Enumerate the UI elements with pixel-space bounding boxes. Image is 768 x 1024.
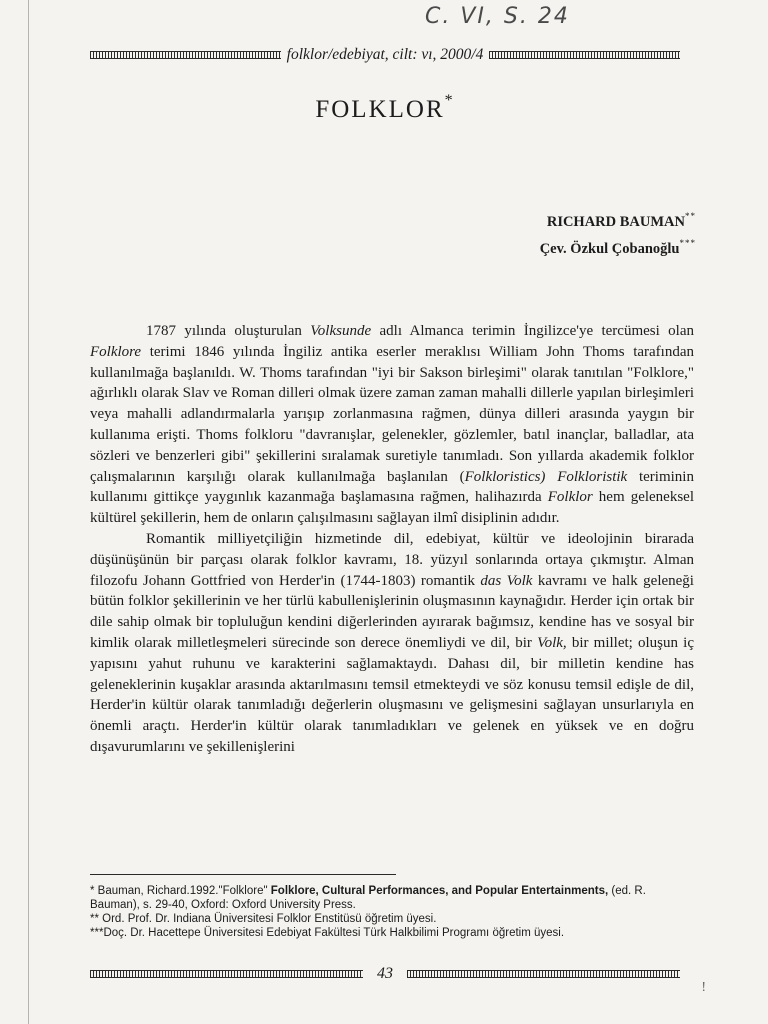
stray-mark: !: [701, 980, 706, 995]
footnote-1-book-title: Folklore, Cultural Performances, and Popular Entertainments,: [270, 885, 609, 897]
p1-italic-folkloristik: Folkloristics) Folkloristik: [464, 468, 628, 485]
author-footnote-mark: **: [685, 211, 696, 221]
p1-text-2: adlı Almanca terimin İngilizce'ye tercümesi olan: [371, 323, 694, 339]
p2-text-2: kavramı ve halk geleneği bütün folklor şekillerinin ve her türlü kabullenişlerinin oluşmasının kaynağıdır. Herder için ortak bir dile sahip olmak bir topluluğun kendini diğerlerinden ayırarak bağımsız, kendine has ve sosyal bir kimlik olarak milletleşmeleri sürecinde son derece önemliydi ve dil, bir: [90, 572, 694, 651]
p2-italic-das-volk: das Volk: [480, 572, 533, 589]
article-body: [90, 321, 694, 758]
p1-italic-volksunde: Volksunde: [310, 323, 372, 339]
translator-name: Çev. Özkul Çobanoğlu: [539, 241, 680, 257]
footnotes: [90, 884, 694, 940]
footnote-2: [90, 912, 694, 926]
footnote-2-mark: **: [90, 913, 99, 925]
footnote-1-mark: *: [90, 885, 95, 897]
footnote-1: [90, 884, 694, 912]
footnote-1-text: Bauman, Richard.1992."Folklore": [94, 885, 271, 897]
p1-italic-folklore: Folklore: [90, 343, 142, 360]
p1-text-1: 1787 yılında oluşturulan: [146, 323, 311, 339]
handwritten-note: C. VI, S. 24: [425, 4, 570, 29]
author-line: [540, 206, 696, 233]
footnote-separator: [90, 874, 396, 875]
p2-italic-volk: Volk,: [537, 634, 567, 651]
footer-ornament-right: [407, 970, 680, 978]
translator-line: [540, 233, 696, 260]
p1-italic-folklor: Folklor: [547, 489, 593, 506]
left-margin-rule: [28, 0, 29, 1024]
p1-text-5: hem geleneksel kültürel şekillerin, hem de onların çalışılmasını sağlayan ilmî disiplinin adıdır.: [90, 489, 694, 527]
article-title-text: FOLKLOR: [315, 96, 445, 123]
title-footnote-mark: *: [444, 92, 453, 109]
p2-text-3: bir millet; oluşun iç yapısını yahut ruhunu ve karakterini sağlamaktaydı. Dahası dil, bir milletin kendine has geleneklerinin kuşaklar arasında aktarılmasını temsil etmekteydi ve söz konusu temsil edişle de dil, Herder'in kültür olarak tanımladığı değerlerin oluşmasını ve gelişmesini sağlayan unsurlarıyla en önemli araçtı. Herder'in kültür olarak tanımladıkları ve gelenek en yüksek ve en doğru dışavurumlarını ve şekillenişlerini: [90, 634, 695, 755]
paragraph-1: [90, 321, 694, 529]
footnote-3-text: Doç. Dr. Hacettepe Üniversitesi Edebiyat Fakültesi Türk Halkbilimi Programı öğretim üyesi.: [103, 927, 565, 939]
header-ornament-left: [90, 51, 281, 59]
page-footer: [90, 964, 680, 984]
footnote-1-text-2: (ed. R. Bauman), s. 29-40, Oxford: Oxford University Press.: [90, 885, 646, 911]
footnote-2-text: Ord. Prof. Dr. Indiana Üniversitesi Folklor Enstitüsü öğretim üyesi.: [98, 913, 437, 925]
running-header: [90, 46, 680, 64]
byline: [540, 206, 696, 260]
paragraph-2: [90, 529, 694, 758]
footnote-3-mark: ***: [90, 927, 104, 939]
footnote-3: [90, 926, 694, 940]
header-ornament-right: [489, 51, 680, 59]
page-number: 43: [377, 965, 393, 982]
p1-text-4: teriminin kullanımı gittikçe yaygınlık kazanmağa başlamasına rağmen, halihazırda: [90, 468, 694, 506]
author-name: RICHARD BAUMAN: [546, 214, 685, 230]
p1-text-3: terimi 1846 yılında İngiliz antika eserler meraklısı William John Thoms tarafından kullanılmağa başlanıldı. W. Thoms tarafından "iyi bir Sakson birleşimi" olarak tanıtılan "Folklore," ağırlıklı olarak Slav ve Roman dilleri olmak üzere zaman zaman mahalli dillerle yapılan birleşimleri veya mahalli adlandırmalarla yarışıp zorlanmasına rağmen, dünya dilleri arasında yaygın bir kullanıma erişti. Thoms folkloru "davranışlar, gelenekler, gözlemler, batıl inançlar, balladlar, ata sözleri ve benzerleri gibi" şekillerini sıralamak suretiyle tanımladı. Son yıllarda akademik folklor çalışmalarının karşılığı olarak kullanılmağa başlanılan (: [90, 343, 694, 485]
translator-footnote-mark: ***: [679, 238, 696, 248]
p2-text-1: Romantik milliyetçiliğin hizmetinde dil, edebiyat, kültür ve ideolojinin birarada düşünüşünün bir parçası olarak folklor kavramı, 18. yüzyıl sonlarında ortaya çıkmıştır. Alman filozofu Johann Gottfried von Herder'in (1744-1803) romantik: [90, 530, 694, 589]
footer-ornament-left: [90, 970, 363, 978]
article-title: [0, 92, 768, 124]
running-header-title: folklor/edebiyat, cilt: vı, 2000/4: [286, 46, 484, 63]
